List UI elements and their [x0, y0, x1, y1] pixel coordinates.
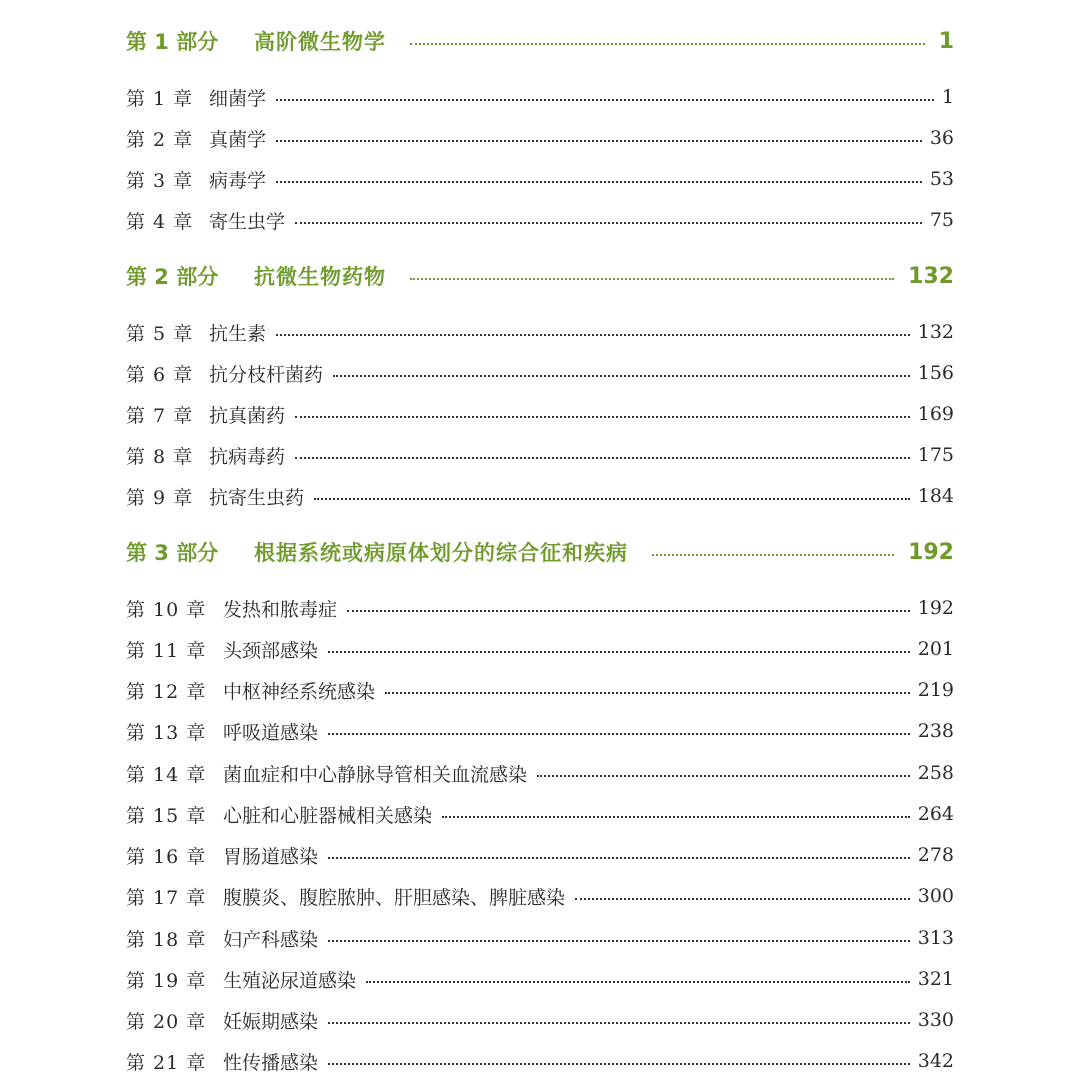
- chapter-page-number: 192: [917, 597, 954, 619]
- part-title: 根据系统或病原体划分的综合征和疾病: [254, 541, 628, 565]
- chapter-title: 真菌学: [209, 128, 267, 151]
- chapter-page-number: 184: [917, 485, 954, 507]
- part-page-number: 132: [908, 263, 954, 289]
- chapter-title: 中枢神经系统感染: [223, 680, 376, 703]
- chapter-page-number: 1: [941, 86, 954, 108]
- chapter-number: 第 16 章: [126, 845, 207, 868]
- chapter-number: 第 18 章: [126, 928, 207, 951]
- chapter-row-1[interactable]: [126, 82, 954, 112]
- chapter-number: 第 6 章: [126, 363, 194, 386]
- dot-leader: [575, 898, 910, 900]
- dot-leader: [366, 981, 910, 983]
- chapter-number: 第 21 章: [126, 1051, 207, 1074]
- chapter-title: 发热和脓毒症: [223, 598, 338, 621]
- dot-leader: [410, 43, 925, 45]
- dot-leader: [295, 416, 910, 418]
- part-heading-3[interactable]: [126, 537, 954, 567]
- chapter-row-4[interactable]: [126, 205, 954, 235]
- part-page-number: 1: [938, 28, 954, 54]
- chapter-title: 抗寄生虫药: [209, 486, 305, 509]
- chapter-number: 第 11 章: [126, 639, 207, 662]
- chapter-row-21[interactable]: [126, 1046, 954, 1076]
- chapter-page-number: 278: [917, 844, 954, 866]
- part-title: 高阶微生物学: [254, 30, 386, 54]
- dot-leader: [333, 375, 910, 377]
- part-number: 第 3 部分: [126, 541, 219, 565]
- chapter-page-number: 175: [917, 444, 954, 466]
- dot-leader: [328, 1022, 910, 1024]
- chapter-number: 第 15 章: [126, 804, 207, 827]
- chapter-number: 第 10 章: [126, 598, 207, 621]
- chapter-page-number: 132: [917, 321, 954, 343]
- part-title: 抗微生物药物: [254, 265, 386, 289]
- chapter-number: 第 8 章: [126, 445, 194, 468]
- dot-leader: [410, 278, 894, 280]
- chapter-page-number: 75: [929, 209, 954, 231]
- chapter-number: 第 4 章: [126, 210, 194, 233]
- dot-leader: [328, 940, 910, 942]
- chapter-title: 抗真菌药: [209, 404, 286, 427]
- chapter-row-11[interactable]: [126, 634, 954, 664]
- chapter-page-number: 321: [917, 968, 954, 990]
- chapter-page-number: 156: [917, 362, 954, 384]
- dot-leader: [295, 457, 910, 459]
- dot-leader: [276, 140, 922, 142]
- chapter-row-12[interactable]: [126, 675, 954, 705]
- dot-leader: [328, 651, 910, 653]
- chapter-title: 抗分枝杆菌药: [209, 363, 324, 386]
- chapter-row-9[interactable]: [126, 481, 954, 511]
- chapter-title: 妊娠期感染: [223, 1010, 319, 1033]
- chapter-row-2[interactable]: [126, 123, 954, 153]
- part-heading-1[interactable]: [126, 26, 954, 56]
- chapter-row-3[interactable]: [126, 164, 954, 194]
- chapter-page-number: 342: [917, 1050, 954, 1072]
- chapter-row-13[interactable]: [126, 716, 954, 746]
- chapter-page-number: 238: [917, 720, 954, 742]
- chapter-number: 第 14 章: [126, 763, 207, 786]
- chapter-title: 呼吸道感染: [223, 721, 319, 744]
- chapter-page-number: 201: [917, 638, 954, 660]
- chapter-title: 头颈部感染: [223, 639, 319, 662]
- dot-leader: [276, 181, 922, 183]
- part-number: 第 1 部分: [126, 30, 219, 54]
- dot-leader: [328, 857, 910, 859]
- chapter-row-7[interactable]: [126, 399, 954, 429]
- chapter-number: 第 19 章: [126, 969, 207, 992]
- dot-leader: [652, 554, 894, 556]
- chapter-number: 第 12 章: [126, 680, 207, 703]
- chapter-title: 心脏和心脏器械相关感染: [223, 804, 433, 827]
- chapter-number: 第 20 章: [126, 1010, 207, 1033]
- dot-leader: [276, 99, 934, 101]
- chapter-number: 第 17 章: [126, 886, 207, 909]
- part-heading-2[interactable]: [126, 261, 954, 291]
- chapter-title: 病毒学: [209, 169, 267, 192]
- chapter-row-5[interactable]: [126, 317, 954, 347]
- chapter-page-number: 264: [917, 803, 954, 825]
- chapter-page-number: 219: [917, 679, 954, 701]
- chapter-row-14[interactable]: [126, 758, 954, 788]
- chapter-title: 生殖泌尿道感染: [223, 969, 357, 992]
- chapter-title: 菌血症和中心静脉导管相关血流感染: [223, 763, 528, 786]
- dot-leader: [347, 610, 910, 612]
- chapter-row-10[interactable]: [126, 593, 954, 623]
- chapter-title: 细菌学: [209, 87, 267, 110]
- chapter-page-number: 53: [929, 168, 954, 190]
- chapter-row-8[interactable]: [126, 440, 954, 470]
- chapter-title: 胃肠道感染: [223, 845, 319, 868]
- dot-leader: [314, 498, 910, 500]
- dot-leader: [385, 692, 910, 694]
- chapter-row-15[interactable]: [126, 799, 954, 829]
- chapter-row-16[interactable]: [126, 840, 954, 870]
- chapter-number: 第 13 章: [126, 721, 207, 744]
- chapter-row-20[interactable]: [126, 1005, 954, 1035]
- chapter-number: 第 7 章: [126, 404, 194, 427]
- chapter-number: 第 2 章: [126, 128, 194, 151]
- chapter-number: 第 5 章: [126, 322, 194, 345]
- dot-leader: [295, 222, 922, 224]
- chapter-row-6[interactable]: [126, 358, 954, 388]
- chapter-number: 第 9 章: [126, 486, 194, 509]
- chapter-row-17[interactable]: [126, 881, 954, 911]
- chapter-page-number: 169: [917, 403, 954, 425]
- chapter-row-19[interactable]: [126, 964, 954, 994]
- chapter-page-number: 36: [929, 127, 954, 149]
- dot-leader: [276, 334, 910, 336]
- chapter-page-number: 300: [917, 885, 954, 907]
- chapter-number: 第 1 章: [126, 87, 194, 110]
- dot-leader: [537, 775, 910, 777]
- part-page-number: 192: [908, 539, 954, 565]
- chapter-title: 腹膜炎、腹腔脓肿、肝胆感染、脾脏感染: [223, 886, 566, 909]
- chapter-title: 抗生素: [209, 322, 267, 345]
- chapter-title: 性传播感染: [223, 1051, 319, 1074]
- chapter-page-number: 258: [917, 762, 954, 784]
- dot-leader: [328, 733, 910, 735]
- chapter-row-18[interactable]: [126, 923, 954, 953]
- chapter-title: 妇产科感染: [223, 928, 319, 951]
- chapter-title: 寄生虫学: [209, 210, 286, 233]
- part-number: 第 2 部分: [126, 265, 219, 289]
- chapter-number: 第 3 章: [126, 169, 194, 192]
- dot-leader: [442, 816, 910, 818]
- chapter-page-number: 330: [917, 1009, 954, 1031]
- chapter-page-number: 313: [917, 927, 954, 949]
- chapter-title: 抗病毒药: [209, 445, 286, 468]
- dot-leader: [328, 1063, 910, 1065]
